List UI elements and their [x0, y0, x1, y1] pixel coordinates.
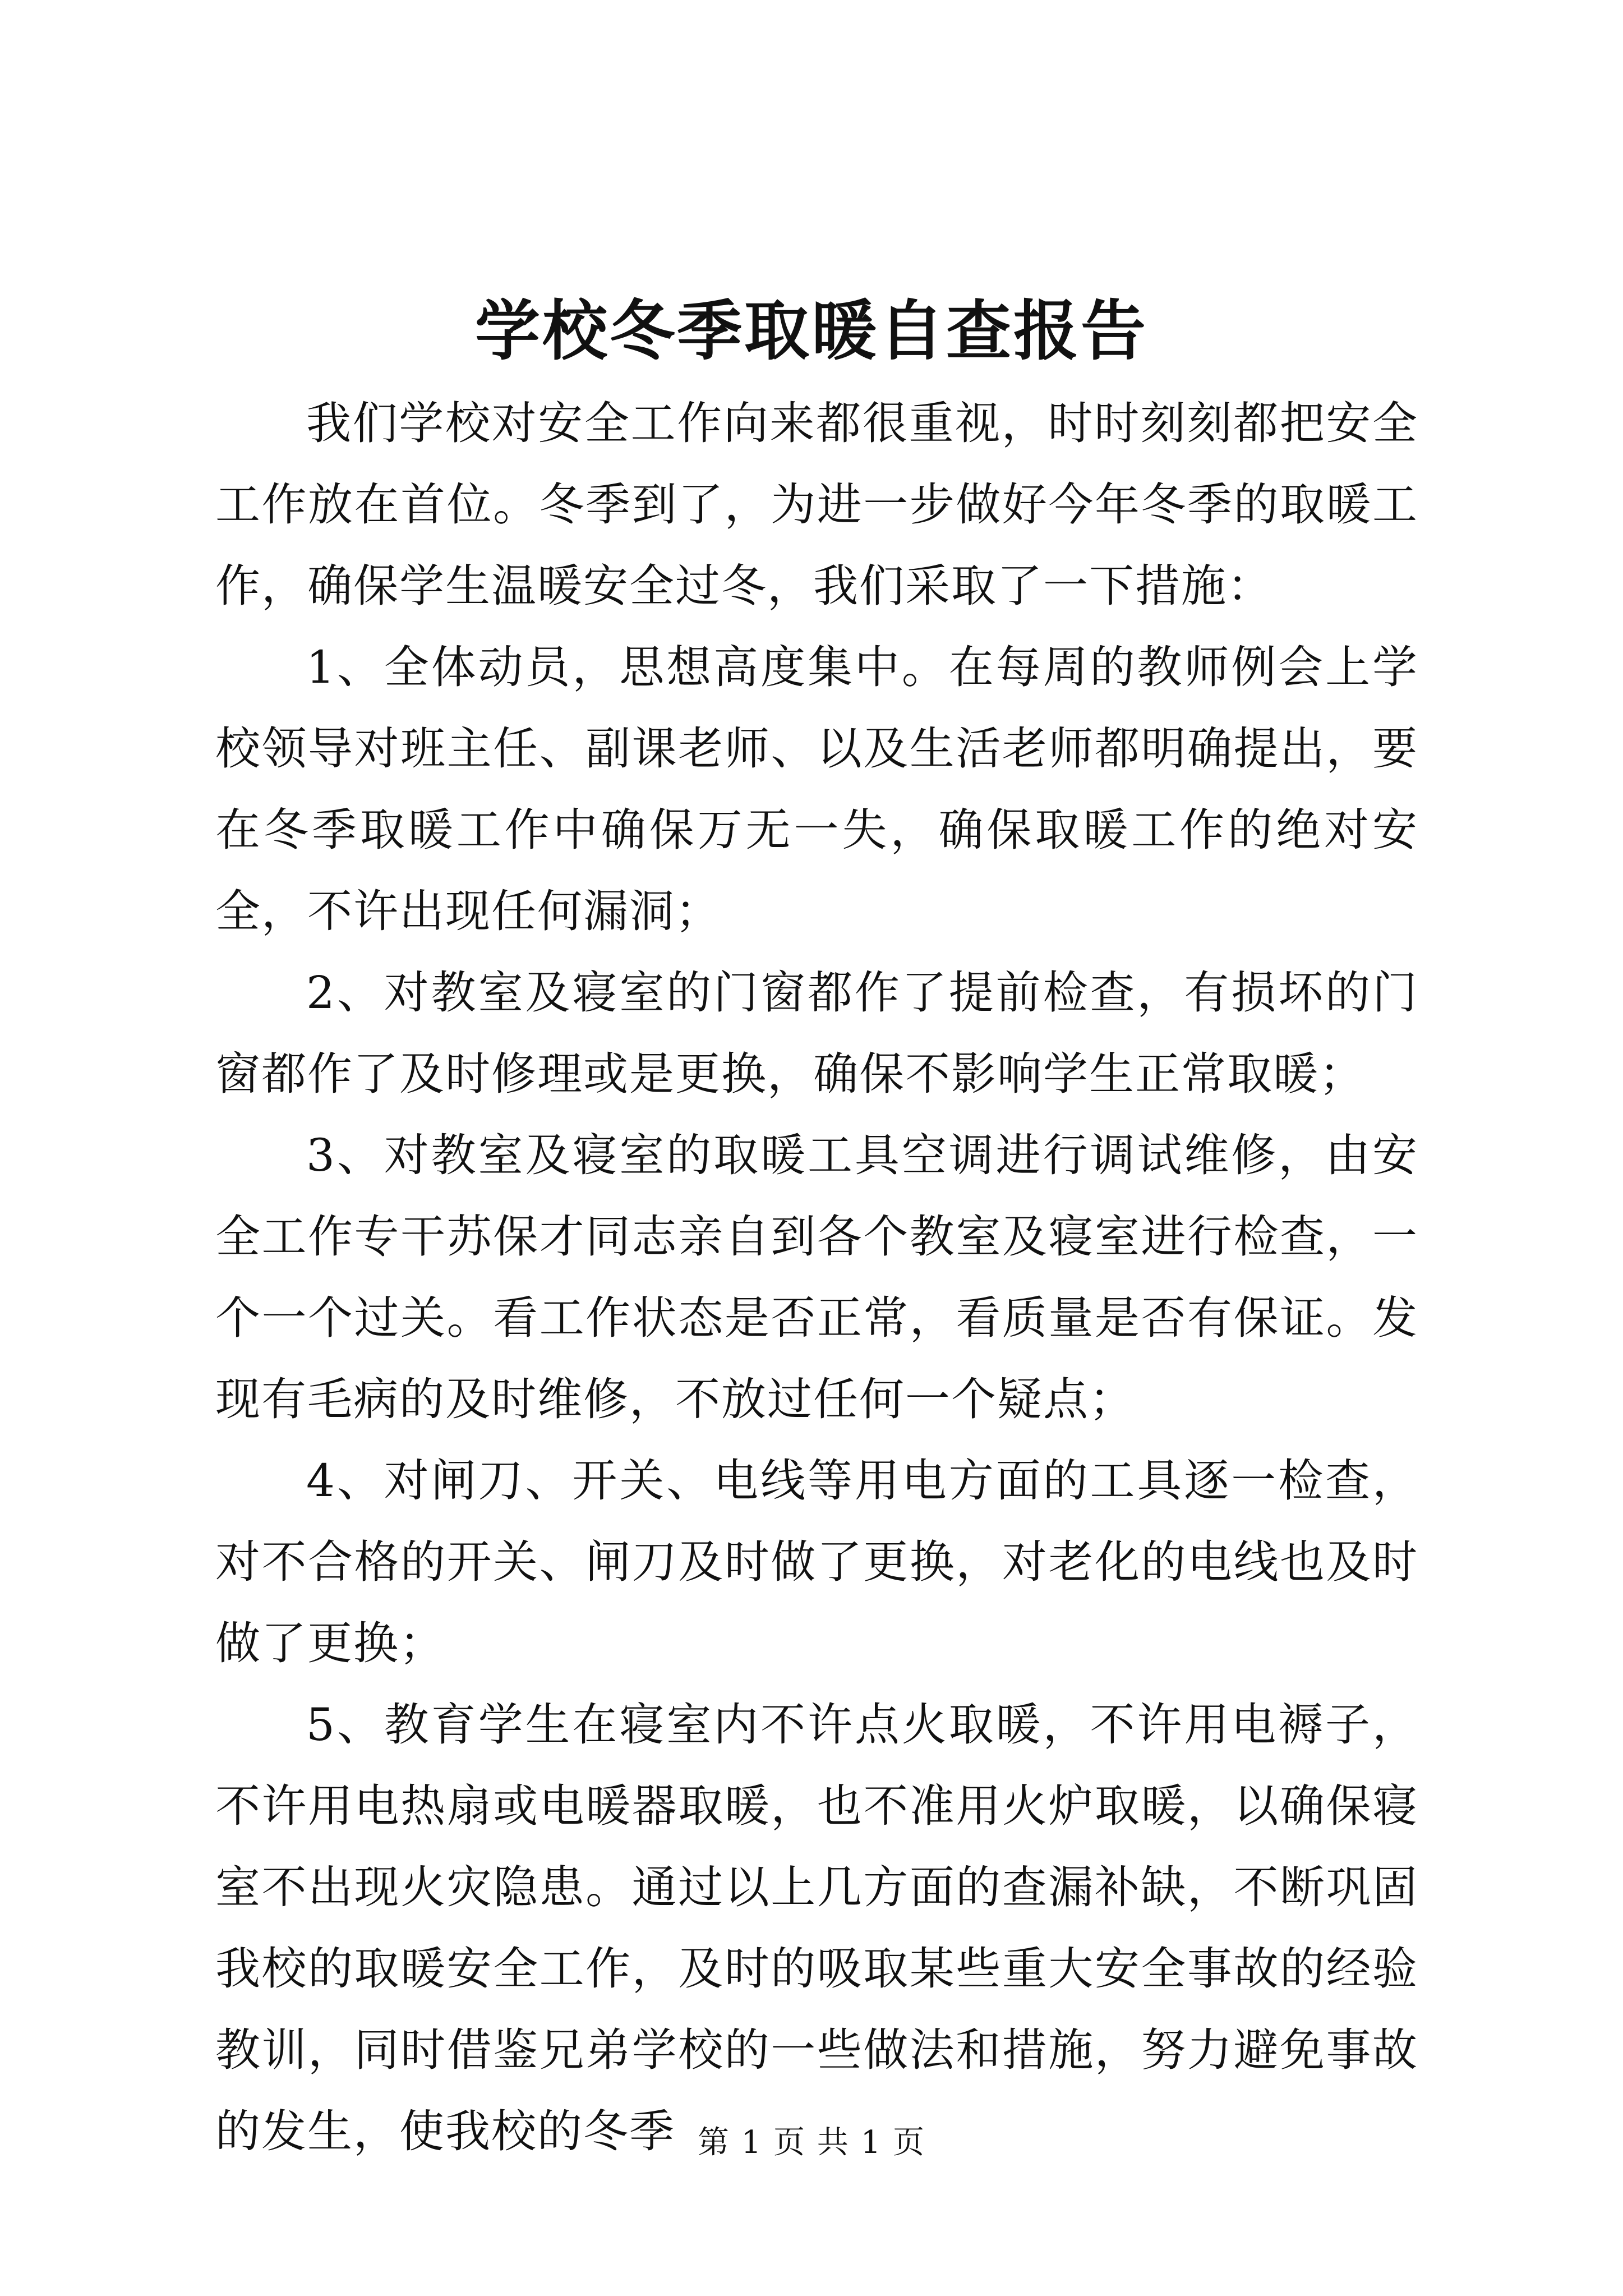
document-title: 学校冬季取暖自查报告 — [475, 293, 1148, 369]
intro-paragraph: 我们学校对安全工作向来都很重视，时时刻刻都把安全工作放在首位。冬季到了，为进一步做好今年冬季的取暖工作，确保学生温暖安全过冬，我们采取了一下措施： — [215, 397, 1418, 612]
measure-2-paragraph: 2、对教室及寝室的门窗都作了提前检查，有损坏的门窗都作了及时修理或是更换，确保不影响学生正常取暖； — [215, 967, 1418, 1100]
document-body — [215, 383, 1418, 2172]
measure-1-paragraph: 1、全体动员，思想高度集中。在每周的教师例会上学校领导对班主任、副课老师、以及生活老师都明确提出，要在冬季取暖工作中确保万无一失，确保取暖工作的绝对安全，不许出现任何漏洞； — [215, 641, 1418, 937]
measure-4-paragraph: 4、对闸刀、开关、电线等用电方面的工具逐一检查，对不合格的开关、闸刀及时做了更换，对老化的电线也及时做了更换； — [215, 1455, 1418, 1669]
page-number-footer: 第 1 页 共 1 页 — [697, 2124, 926, 2161]
measure-3-paragraph: 3、对教室及寝室的取暖工具空调进行调试维修，由安全工作专干苏保才同志亲自到各个教室及寝室进行检查，一个一个过关。看工作状态是否正常，看质量是否有保证。发现有毛病的及时维修，不放过任何一个疑点； — [215, 1129, 1418, 1425]
measure-5-paragraph: 5、教育学生在寝室内不许点火取暖，不许用电褥子，不许用电热扇或电暖器取暖，也不准用火炉取暖，以确保寝室不出现火灾隐患。通过以上几方面的查漏补缺，不断巩固我校的取暖安全工作，及时的吸取某些重大安全事故的经验教训，同时借鉴兄弟学校的一些做法和措施，努力避免事故的发生，使我校的冬季 — [215, 1699, 1418, 2157]
